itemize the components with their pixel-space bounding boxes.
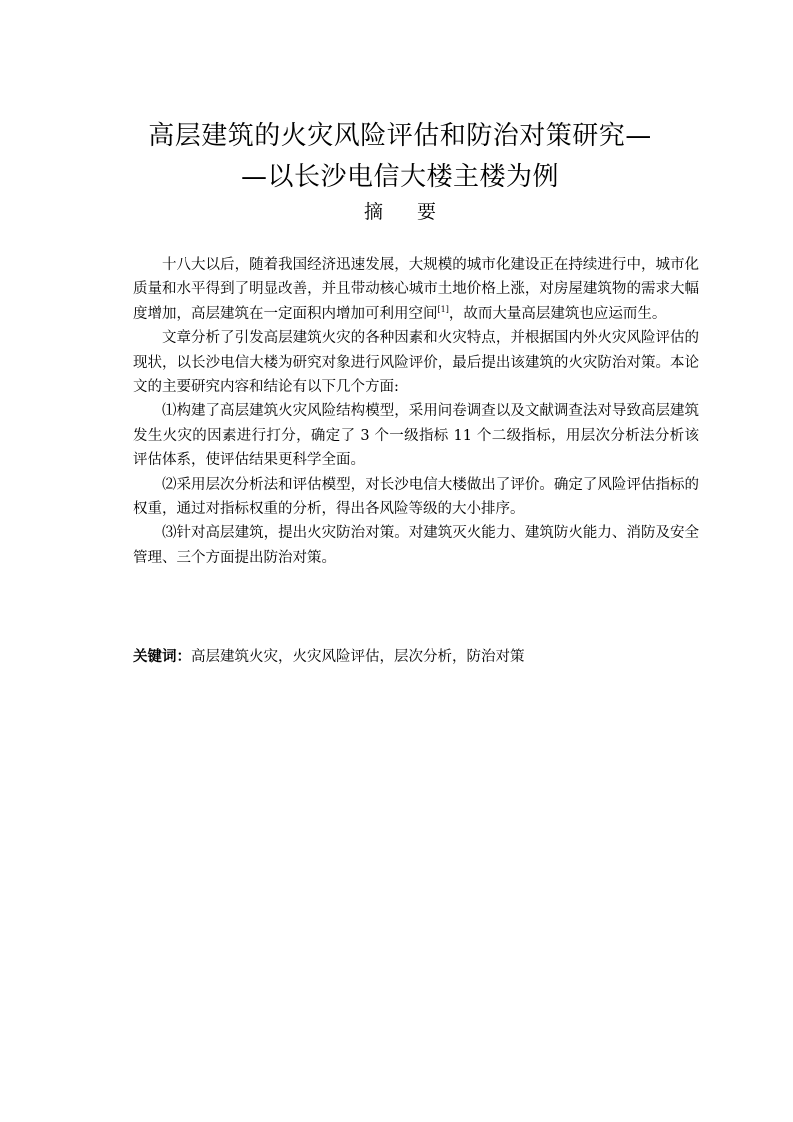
- abstract-heading-char-1: 摘: [363, 201, 383, 223]
- paper-title-line-1: 高层建筑的火灾风险评估和防治对策研究—: [148, 121, 652, 151]
- paragraph-1-tail: ，故而大量高层建筑也应运而生。: [448, 305, 667, 322]
- citation-ref-1: [1]: [437, 304, 449, 314]
- abstract-heading: [300, 199, 500, 225]
- paper-title-line-2: —以长沙电信大楼主楼为例: [240, 162, 559, 192]
- abstract-paragraph-2: 文章分析了引发高层建筑火灾的各种因素和火灾特点，并根据国内外火灾风险评估的现状，以长沙电信大楼为研究对象进行风险评价，最后提出该建筑的火灾防治对策。本论文的主要研究内容和结论有以下几个方面:: [133, 330, 699, 396]
- keywords-label: 关键词：: [133, 649, 191, 665]
- abstract-paragraph-3: ⑴构建了高层建筑火灾风险结构模型，采用问卷调查以及文献调查法对导致高层建筑发生火灾的因素进行打分，确定了 3 个一级指标 11 个二级指标，用层次分析法分析该评估体系，使评估结果更科学全面。: [133, 403, 699, 469]
- keywords-text: 高层建筑火灾，火灾风险评估，层次分析，防治对策: [191, 649, 525, 665]
- abstract-paragraph-5: ⑶针对高层建筑，提出火灾防治对策。对建筑灭火能力、建筑防火能力、消防及安全管理、三个方面提出防治对策。: [133, 525, 699, 566]
- abstract-heading-char-2: 要: [417, 201, 437, 223]
- keywords-line: [133, 645, 699, 669]
- abstract-paragraph-4: ⑵采用层次分析法和评估模型，对长沙电信大楼做出了评价。确定了风险评估指标的权重，通过对指标权重的分析，得出各风险等级的大小排序。: [133, 476, 699, 518]
- abstract-body: [133, 253, 699, 570]
- abstract-paragraph-1: [133, 253, 699, 326]
- paragraph-1-text: 十八大以后，随着我国经济迅速发展，大规模的城市化建设正在持续进行中，城市化质量和水平得到了明显改善，并且带动核心城市土地价格上涨，对房屋建筑物的需求大幅度增加，高层建筑在一定面积内增加可利用空间: [133, 257, 699, 322]
